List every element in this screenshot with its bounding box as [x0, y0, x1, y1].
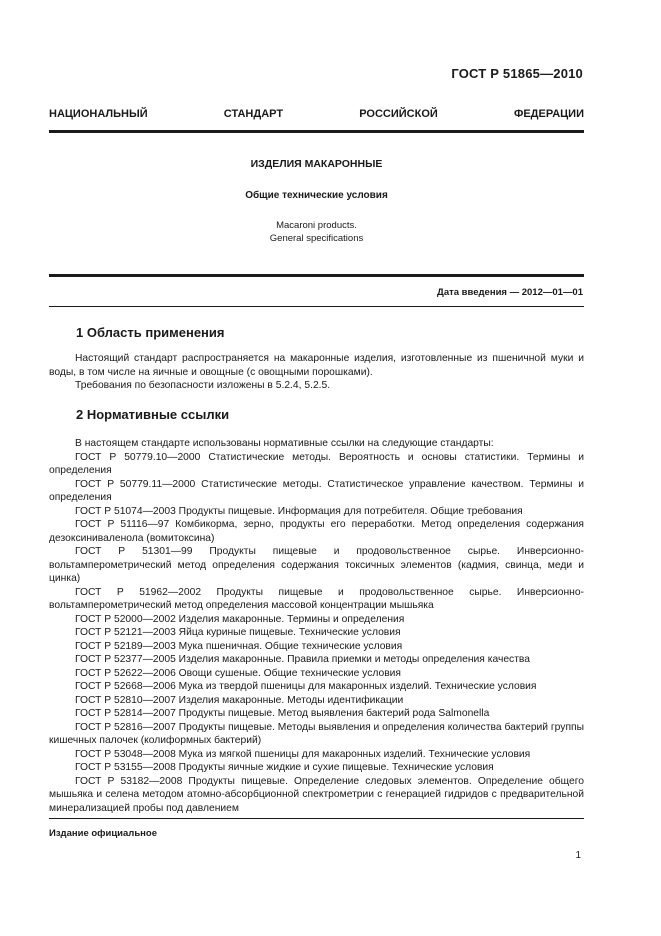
- reference-item: ГОСТ Р 52189—2003 Мука пшеничная. Общие технические условия: [75, 640, 403, 652]
- reference-item: ГОСТ Р 51074—2003 Продукты пищевые. Информация для потребителя. Общие требования: [75, 505, 523, 517]
- page-number: 1: [575, 850, 581, 861]
- introduction-date: Дата введения — 2012—01—01: [437, 287, 583, 298]
- paragraph: Требования по безопасности изложены в 5.2.4, 5.2.5.: [75, 380, 331, 391]
- reference-item: ГОСТ Р 52121—2003 Яйца куриные пищевые. Технические условия: [75, 627, 401, 638]
- document-subtitle: Общие технические условия: [245, 190, 388, 201]
- footer-rule: [49, 818, 584, 819]
- reference-item: ГОСТ Р 52816—2007 Продукты пищевые. Методы выявления и определения количества бактерий группы кишечных палочек (колиформных бактерий): [49, 721, 584, 746]
- reference-item: ГОСТ Р 52000—2002 Изделия макаронные. Термины и определения: [75, 613, 405, 625]
- banner-word: НАЦИОНАЛЬНЫЙ: [49, 108, 148, 120]
- reference-item: ГОСТ Р 51116—97 Комбикорма, зерно, продукты его переработки. Метод определения содержания дезоксиниваленола (вомитоксина): [49, 519, 584, 544]
- reference-item: ГОСТ Р 53182—2008 Продукты пищевые. Определение следовых элементов. Определение общего мышьяка и селена методом атомно-абсорбционной спектрометрии с генерацией гидридов с предварительной минерализацией пробы под давлением: [49, 775, 584, 814]
- section-2-heading: 2 Нормативные ссылки: [76, 407, 230, 422]
- reference-item: ГОСТ Р 52810—2007 Изделия макаронные. Методы идентификации: [75, 694, 404, 706]
- banner-word: СТАНДАРТ: [223, 108, 284, 120]
- reference-item: ГОСТ Р 51301—99 Продукты пищевые и продовольственное сырье. Инверсионно-вольтамперометрический метод определения содержания токсичных элементов (кадмия, свинца, меди и цинка): [49, 546, 584, 584]
- banner-word: РОССИЙСКОЙ: [359, 108, 438, 120]
- paragraph: Настоящий стандарт распространяется на макаронные изделия, изготовленные из пшеничной муки и воды, в том числе на яичные и овощные (с овощными порошками).: [49, 353, 584, 378]
- reference-item: ГОСТ Р 50779.10—2000 Статистические методы. Вероятность и основы статистики. Термины и определения: [49, 451, 584, 476]
- header-rule: [49, 130, 584, 133]
- document-number: ГОСТ Р 51865—2010: [451, 66, 583, 81]
- title-rule: [49, 274, 584, 277]
- reference-item: ГОСТ Р 52668—2006 Мука из твердой пшеницы для макаронных изделий. Технические условия: [75, 681, 537, 692]
- reference-item: ГОСТ Р 52622—2006 Овощи сушеные. Общие технические условия: [75, 667, 401, 679]
- reference-item: ГОСТ Р 52377—2005 Изделия макаронные. Правила приемки и методы определения качества: [75, 654, 530, 665]
- date-rule: [49, 306, 584, 307]
- section-1-body: [49, 352, 584, 393]
- reference-item: ГОСТ Р 51962—2002 Продукты пищевые и продовольственное сырье. Инверсионно-вольтамперометрический метод определения массовой концентрации мышьяка: [49, 586, 584, 611]
- reference-item: ГОСТ Р 53155—2008 Продукты яичные жидкие и сухие пищевые. Технические условия: [75, 762, 494, 773]
- english-title: [49, 219, 584, 245]
- reference-item: ГОСТ Р 52814—2007 Продукты пищевые. Метод выявления бактерий рода Salmonella: [75, 708, 490, 719]
- section-2-body: [49, 437, 584, 815]
- reference-item: ГОСТ Р 50779.11—2000 Статистические методы. Статистическое управление качеством. Термины и определения: [49, 478, 584, 503]
- national-standard-banner: [49, 108, 584, 120]
- banner-word: ФЕДЕРАЦИИ: [513, 108, 584, 120]
- section-1-heading: 1 Область применения: [76, 325, 225, 340]
- reference-item: ГОСТ Р 53048—2008 Мука из мягкой пшеницы для макаронных изделий. Технические условия: [75, 748, 531, 760]
- english-title-line: General specifications: [269, 233, 364, 244]
- document-title: ИЗДЕЛИЯ МАКАРОННЫЕ: [250, 158, 383, 170]
- edition-label: Издание официальное: [49, 828, 157, 839]
- english-title-line: Macaroni products.: [276, 220, 357, 231]
- paragraph: В настоящем стандарте использованы нормативные ссылки на следующие стандарты:: [75, 438, 494, 449]
